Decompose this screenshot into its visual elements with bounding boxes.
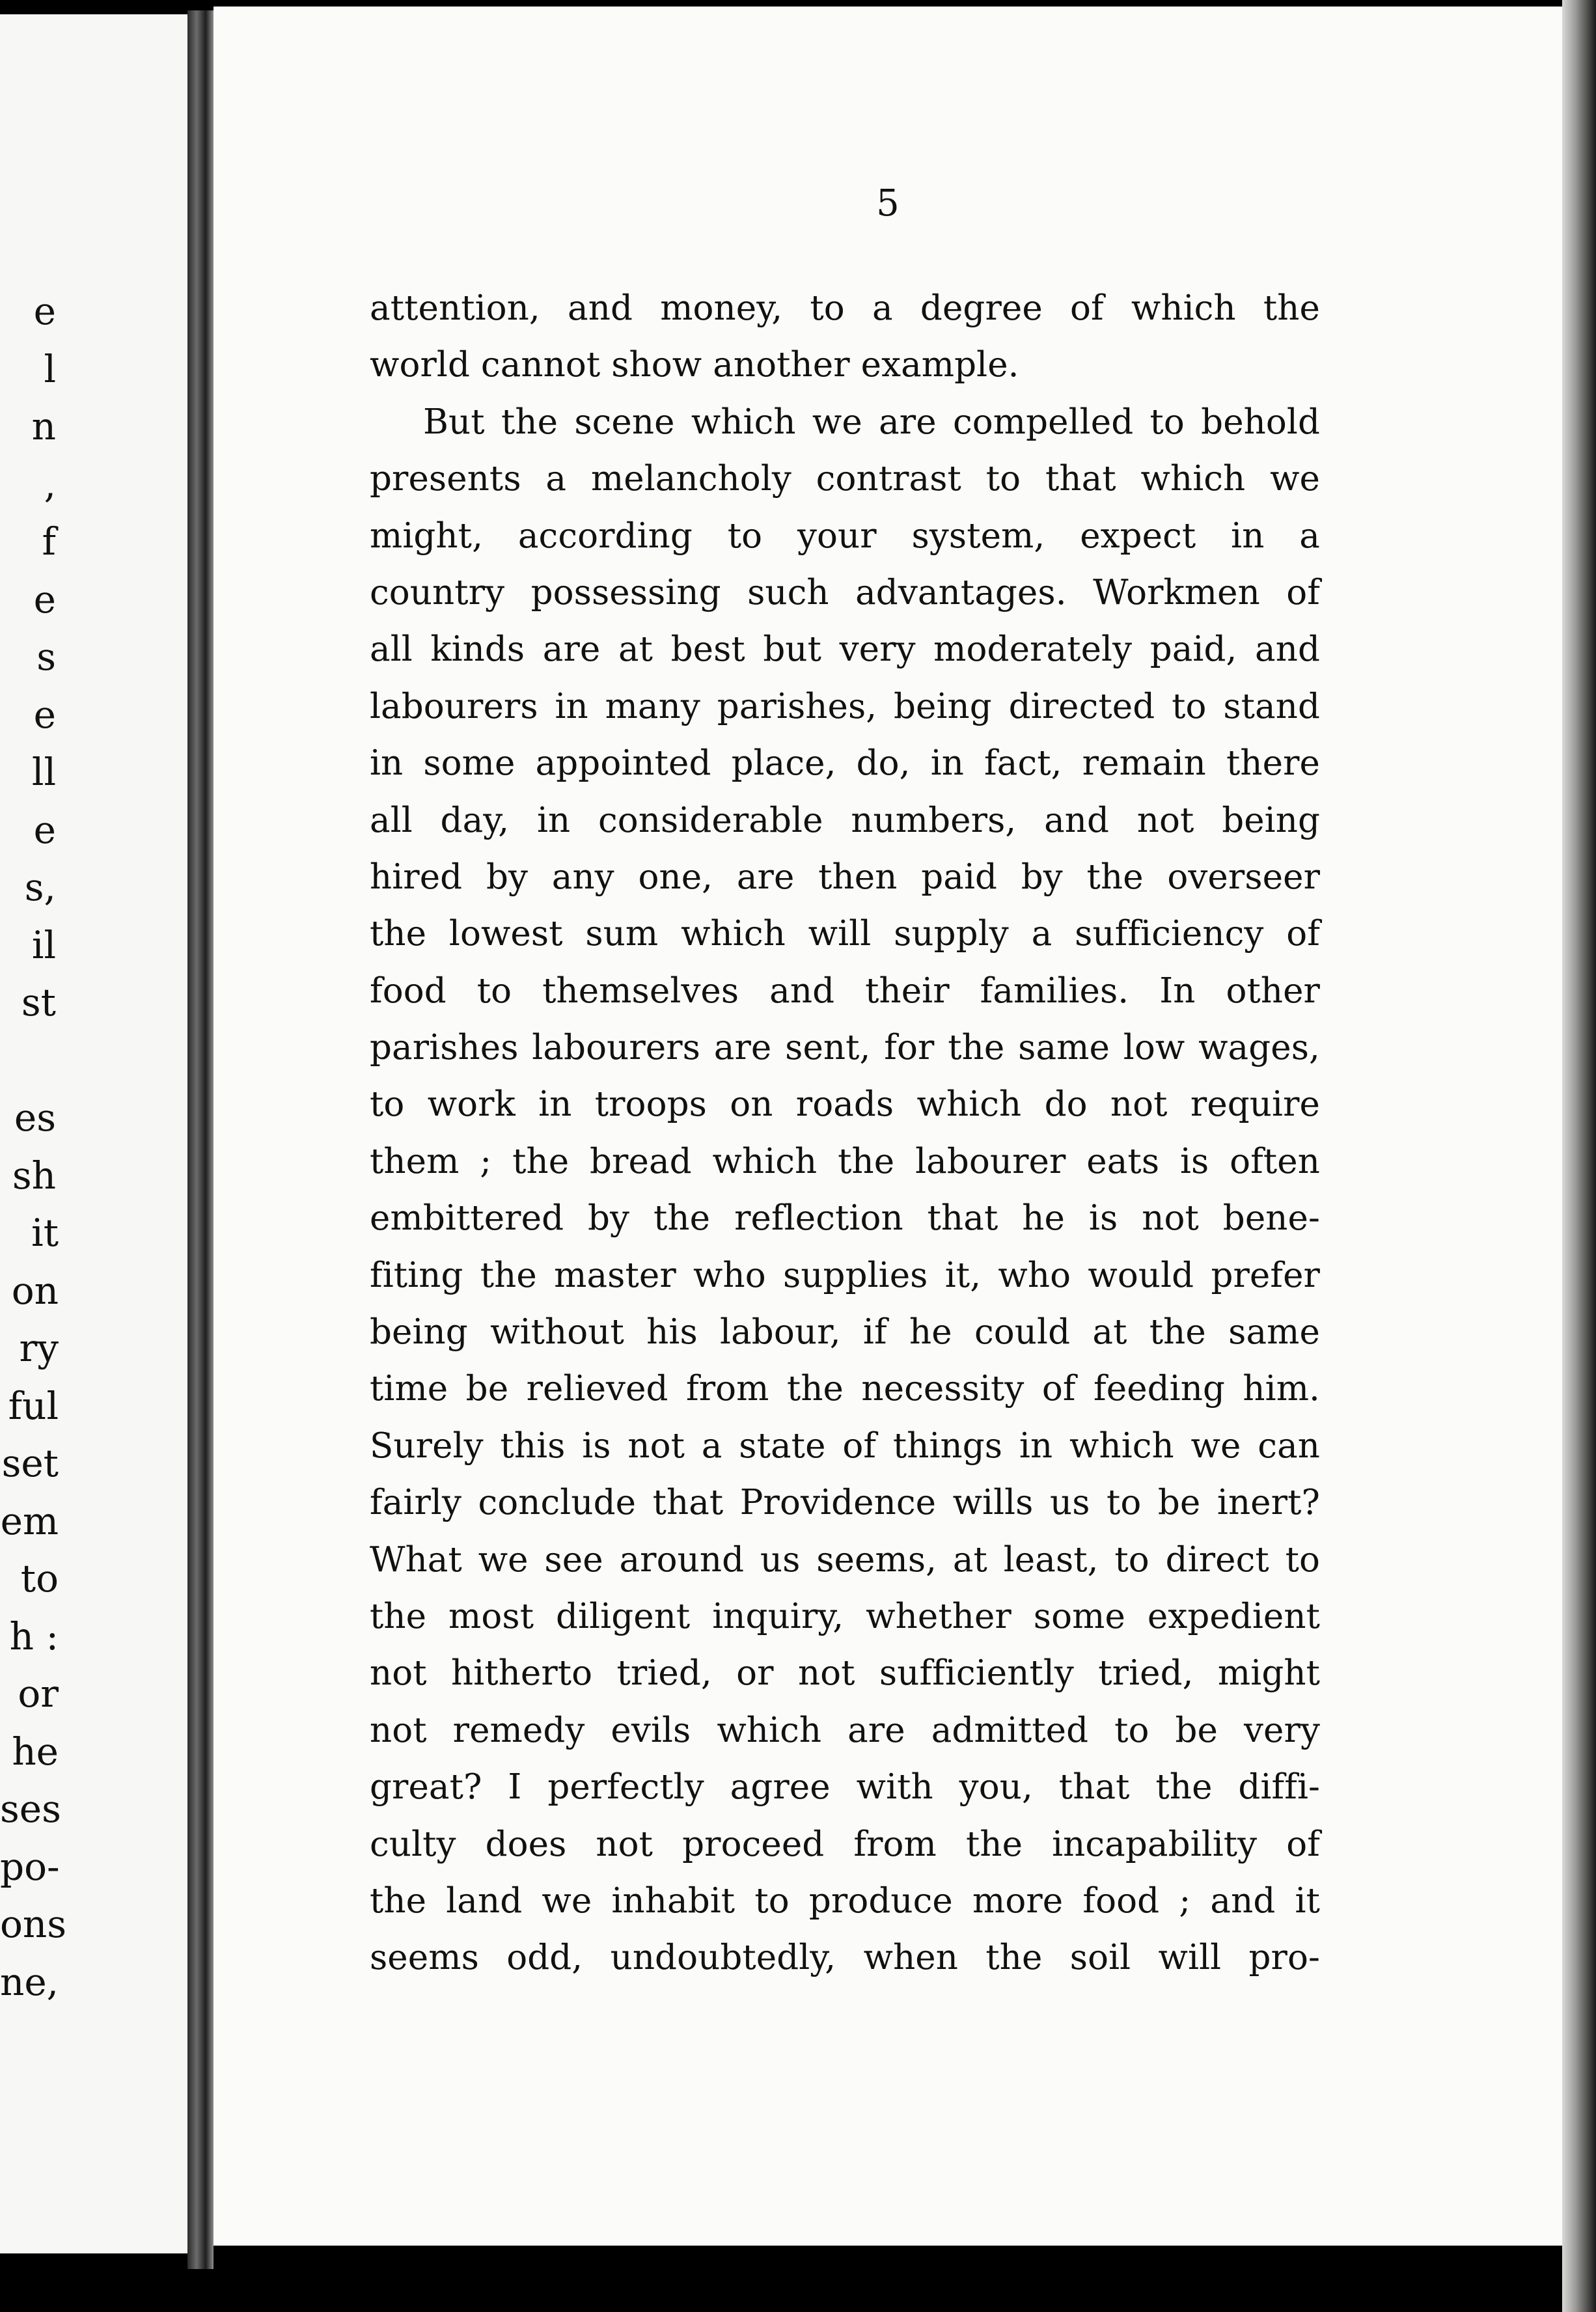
facing-page-fragment: e bbox=[33, 807, 56, 852]
facing-page-fragment: n bbox=[31, 404, 56, 448]
facing-page-fragment: po- bbox=[0, 1844, 60, 1889]
text-line: parishes labourers are sent, for the same low wages, bbox=[370, 1028, 1320, 1068]
text-line: in some appointed place, do, in fact, remain there bbox=[370, 743, 1320, 784]
text-line: fairly conclude that Providence wills us to be inert? bbox=[370, 1483, 1320, 1523]
text-line: them ; the bread which the labourer eats is often bbox=[370, 1141, 1320, 1181]
facing-page-fragment: set bbox=[1, 1441, 59, 1485]
facing-page-fragment: h : bbox=[9, 1614, 59, 1658]
text-line: food to themselves and their families. In other bbox=[370, 970, 1320, 1011]
text-line: presents a melancholy contrast to that which we bbox=[370, 459, 1320, 499]
text-line: not remedy evils which are admitted to be very bbox=[370, 1710, 1320, 1750]
facing-page-fragment: he bbox=[12, 1729, 59, 1774]
text-line: the most diligent inquiry, whether some expedient bbox=[370, 1596, 1320, 1636]
text-line: culty does not proceed from the incapability of bbox=[370, 1824, 1320, 1864]
facing-page bbox=[0, 14, 187, 2253]
text-line: What we see around us seems, at least, to direct to bbox=[370, 1539, 1320, 1580]
text-line: all day, in considerable numbers, and not being bbox=[370, 800, 1320, 840]
facing-page-fragment: on bbox=[11, 1268, 59, 1313]
facing-page-fragment: it bbox=[31, 1211, 59, 1255]
body-text bbox=[370, 280, 1320, 1987]
text-line: time be relieved from the necessity of feeding him. bbox=[370, 1369, 1320, 1409]
text-line: labourers in many parishes, being directed to stand bbox=[370, 686, 1320, 726]
text-line: Surely this is not a state of things in which we can bbox=[370, 1425, 1320, 1466]
facing-page-fragment: or bbox=[18, 1672, 59, 1716]
facing-page-fragment: ful bbox=[8, 1383, 59, 1428]
text-line: seems odd, undoubtedly, when the soil will pro- bbox=[370, 1938, 1320, 1978]
text-line: not hitherto tried, or not sufficiently tried, might bbox=[370, 1653, 1320, 1694]
page-number: 5 bbox=[876, 182, 900, 225]
text-line: hired by any one, are then paid by the overseer bbox=[370, 857, 1320, 897]
facing-page-fragment: il bbox=[31, 922, 56, 967]
text-line: to work in troops on roads which do not require bbox=[370, 1084, 1320, 1125]
facing-page-fragment: to bbox=[20, 1556, 59, 1601]
facing-page-fragment bbox=[0, 1032, 187, 1090]
facing-page-fragment: s bbox=[36, 635, 56, 679]
facing-page-fragment: l bbox=[44, 346, 56, 391]
main-page bbox=[213, 7, 1562, 2246]
text-line: the land we inhabit to produce more food ; and it bbox=[370, 1880, 1320, 1921]
facing-page-text-fragments bbox=[0, 282, 187, 2011]
facing-page-fragment: em bbox=[0, 1498, 59, 1543]
text-line: country possessing such advantages. Workmen of bbox=[370, 572, 1320, 612]
text-line: being without his labour, if he could at the same bbox=[370, 1312, 1320, 1353]
text-line: But the scene which we are compelled to behold bbox=[423, 402, 1320, 442]
text-line: great? I perfectly agree with you, that the diffi- bbox=[370, 1767, 1320, 1808]
facing-page-fragment: ry bbox=[19, 1326, 59, 1370]
text-line: embittered by the reflection that he is not bene- bbox=[370, 1198, 1320, 1239]
facing-page-fragment: e bbox=[33, 692, 56, 737]
text-line: fiting the master who supplies it, who would prefer bbox=[370, 1255, 1320, 1295]
text-line: world cannot show another example. bbox=[370, 345, 1019, 385]
text-line: the lowest sum which will supply a sufficiency of bbox=[370, 914, 1320, 954]
facing-page-fragment: st bbox=[21, 980, 56, 1025]
facing-page-fragment: ll bbox=[31, 750, 56, 794]
book-gutter bbox=[187, 10, 213, 2269]
text-line: might, according to your system, expect in a bbox=[370, 516, 1320, 556]
text-line: all kinds are at best but very moderately paid, and bbox=[370, 629, 1320, 670]
facing-page-fragment: f bbox=[42, 519, 56, 564]
facing-page-fragment: ne, bbox=[0, 1959, 59, 2004]
page-edge-shadow bbox=[1562, 0, 1596, 2312]
facing-page-fragment: sh bbox=[12, 1153, 56, 1198]
facing-page-fragment: , bbox=[44, 461, 56, 506]
facing-page-fragment: es bbox=[14, 1095, 56, 1140]
text-line: attention, and money, to a degree of which the bbox=[370, 288, 1320, 328]
facing-page-fragment: e bbox=[33, 577, 56, 622]
facing-page-fragment: s, bbox=[24, 865, 56, 909]
facing-page-fragment: ses bbox=[0, 1787, 61, 1831]
facing-page-fragment: ons bbox=[0, 1902, 67, 1946]
facing-page-fragment: e bbox=[33, 289, 56, 333]
